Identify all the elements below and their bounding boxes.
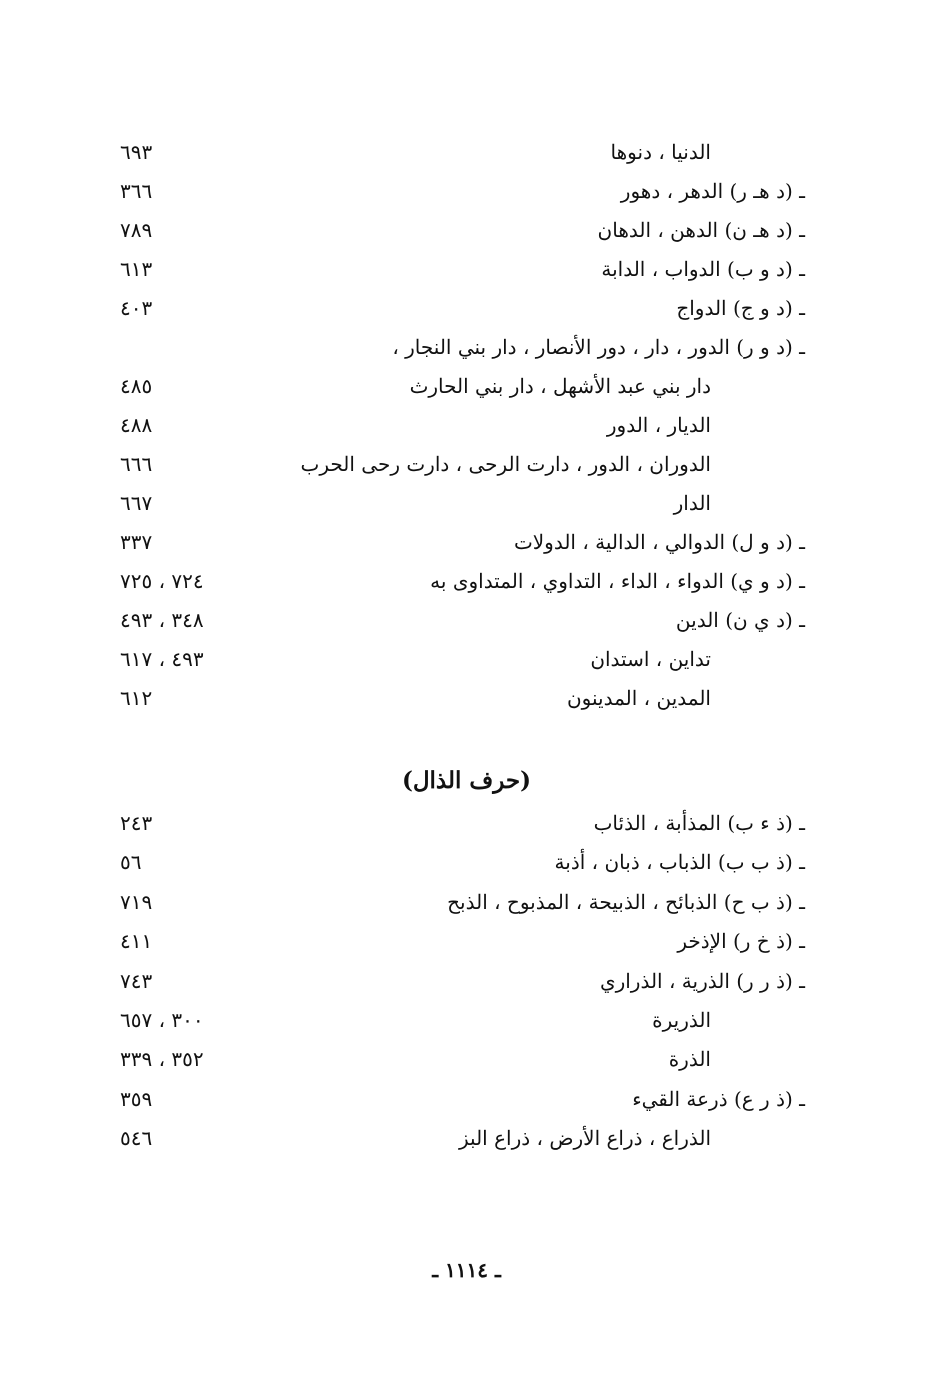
index-page-refs: ٦٩٣ — [120, 140, 153, 164]
index-entry: ـ (د و ب) الدواب ، الدابة — [601, 257, 805, 281]
index-entry: الدوران ، الدور ، دارت الرحى ، دارت رحى الحرب — [300, 452, 711, 476]
index-entry: الذراع ، ذراع الأرض ، ذراع البز — [459, 1126, 711, 1151]
index-entry: ـ (د ي ن) الدين — [675, 608, 805, 632]
index-entry: ـ (ذ ء ب) المذأبة ، الذئاب — [593, 811, 805, 835]
index-entry: تداين ، استدان — [590, 647, 711, 671]
index-entry: الذرة — [668, 1047, 711, 1072]
index-entry: الدار — [673, 491, 711, 515]
index-page-refs: ٤٨٨ — [120, 413, 153, 437]
index-row — [0, 962, 933, 1000]
index-entry: ـ (ذ ر ع) ذرعة القيء — [632, 1086, 805, 1111]
index-row — [0, 679, 933, 717]
index-page-refs: ٦١٢ — [120, 686, 153, 710]
index-page-refs: ٧١٩ — [120, 889, 153, 914]
index-row — [0, 1119, 933, 1157]
index-entry: ـ (د و ر) الدور ، دار ، دور الأنصار ، دار بني النجار ، — [392, 335, 805, 359]
index-row — [0, 562, 933, 600]
index-row — [0, 484, 933, 522]
page-number: ـ ١١١٤ ـ — [432, 1258, 501, 1282]
index-row — [0, 1080, 933, 1118]
index-row — [0, 843, 933, 881]
index-entry: ـ (ذ ب ب) الذباب ، ذبان ، أذبة — [554, 850, 805, 875]
index-entry: ـ (د هـ ر) الدهر ، دهور — [620, 179, 805, 203]
index-page-refs: ٤٠٣ — [120, 296, 153, 320]
section-heading: (حرف الذال) — [401, 767, 532, 794]
index-entry: المدين ، المدينون — [566, 686, 711, 710]
index-page-refs: ٣٣٧ — [120, 530, 153, 554]
index-row — [0, 289, 933, 327]
index-row — [0, 922, 933, 960]
index-page-refs: ٦٦٧ — [120, 491, 153, 515]
index-page-refs: ٧٨٩ — [120, 218, 153, 242]
index-row — [0, 406, 933, 444]
index-page-refs: ٣٥٢ ، ٣٣٩ — [120, 1047, 204, 1072]
index-entry: ـ (ذ ب ح) الذبائح ، الذبيحة ، المذبوح ، الذبح — [447, 889, 805, 914]
index-entry: ـ (د و ي) الدواء ، الداء ، التداوي ، المتداوى به — [430, 569, 805, 593]
index-row — [0, 1040, 933, 1078]
index-row — [0, 172, 933, 210]
index-page-refs: ٧٤٣ — [120, 968, 153, 993]
index-page-refs: ٥٤٦ — [120, 1126, 153, 1151]
index-entry: الذريرة — [652, 1008, 711, 1032]
index-row — [0, 211, 933, 249]
index-entry: دار بني عبد الأشهل ، دار بني الحارث — [409, 374, 711, 398]
index-entry: ـ (د و ج) الدواج — [676, 296, 805, 320]
index-page-refs: ٤٨٥ — [120, 374, 153, 398]
index-row — [0, 367, 933, 405]
index-page-refs: ٦٦٦ — [120, 452, 153, 476]
index-page-refs: ٢٤٣ — [120, 811, 153, 835]
index-entry: ـ (ذ خ ر) الإذخر — [677, 929, 805, 954]
index-page-refs: ٦١٣ — [120, 257, 153, 281]
index-page-refs: ٣٤٨ ، ٤٩٣ — [120, 608, 204, 632]
index-row — [0, 133, 933, 171]
index-row — [0, 328, 933, 366]
index-page-refs: ٧٢٤ ، ٧٢٥ — [120, 569, 204, 593]
index-page-refs: ٣٦٦ — [120, 179, 153, 203]
index-entry: ـ (ذ ر ر) الذرية ، الذراري — [599, 968, 805, 993]
index-page-refs: ٥٦ — [120, 850, 142, 875]
index-row — [0, 601, 933, 639]
index-row — [0, 250, 933, 288]
index-row — [0, 523, 933, 561]
index-page-refs: ٣٠٠ ، ٦٥٧ — [120, 1008, 204, 1032]
index-page-refs: ٤٩٣ ، ٦١٧ — [120, 647, 204, 671]
index-entry: الديار ، الدور — [606, 413, 711, 437]
index-page-refs: ٣٥٩ — [120, 1086, 153, 1111]
index-row — [0, 640, 933, 678]
index-entry: ـ (د و ل) الدوالي ، الدالية ، الدولات — [513, 530, 805, 554]
index-row — [0, 804, 933, 842]
index-entry: الدنيا ، دنوها — [610, 140, 711, 164]
index-row — [0, 883, 933, 921]
index-row — [0, 1001, 933, 1039]
index-entry: ـ (د هـ ن) الدهن ، الدهان — [597, 218, 805, 242]
index-page-refs: ٤١١ — [120, 929, 153, 954]
index-row — [0, 445, 933, 483]
